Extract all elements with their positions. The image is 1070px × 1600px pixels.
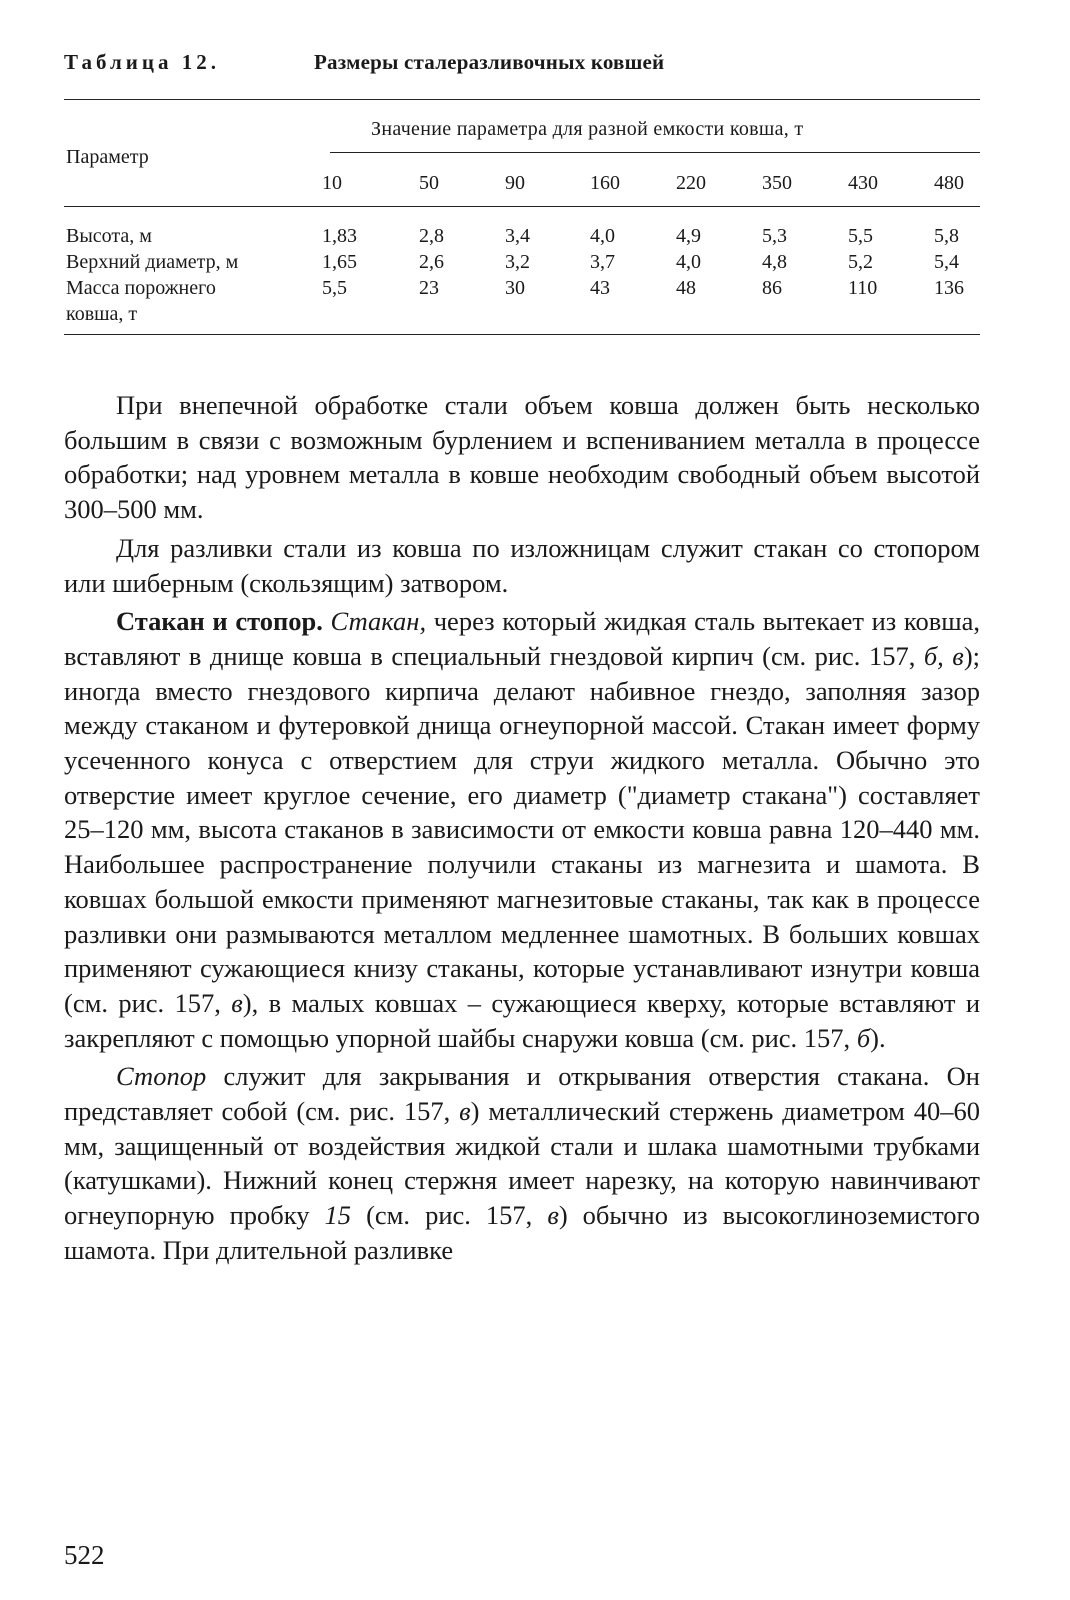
paragraph-text: Для разливки стали из ковша по изложницам служит стакан со стопором или шиберным (скользящим) затвором.: [64, 532, 980, 598]
table-cell: 4,0: [676, 251, 701, 273]
table-cell: 4,9: [676, 225, 701, 247]
table-top-rule: [64, 99, 980, 100]
paragraph-text: ).: [870, 1022, 886, 1053]
paragraph-text: ) металлический стержень диаметром 40–60 мм, защищенный от воздействия жидкой стали и шлака шамотными трубками (катушками). Нижний конец стержня имеет нарезку, на которую навинчивают огнеупорную пробку: [64, 1096, 980, 1231]
table-cell: 5,4: [934, 251, 959, 273]
paragraph-pouring: [64, 531, 980, 600]
row-label-continued: ковша, т: [66, 303, 138, 325]
figure-ref: 15: [324, 1200, 352, 1231]
table-cell: 1,83: [322, 225, 357, 247]
paragraph-text: через который жидкая сталь вытекает из ковша, вставляют в днище ковша в специальный гнездовой кирпич (см. рис. 157,: [64, 606, 980, 671]
table-caption: [64, 50, 665, 75]
figure-ref: в: [547, 1200, 559, 1231]
paragraph-text: (см. рис. 157,: [366, 1200, 533, 1231]
paragraph-text: ); иногда вместо гнездового кирпича делают набивное гнездо, заполняя зазор между стаканом и футеровкой днища огнеупорной массой. Стакан имеет форму усеченного конуса с отверстием для струи жидкого металла. Обычно это отверстие имеет круглое сечение, его диаметр ("диаметр стакана") составляет 25–120 мм, высота стаканов в зависимости от емкости ковша равна 120–440 мм. Наибольшее распространение получили стаканы из магнезита и шамота. В ковшах большой емкости применяют магнезитовые стаканы, так как в процессе разливки они размываются металлом медленнее шамотных. В больших ковшах применяют сужающиеся книзу стаканы, которые устанавливают изнутри ковша (см. рис. 157,: [64, 640, 980, 1018]
page-number: 522: [64, 1540, 105, 1570]
paragraph-text: ), в малых ковшах – сужающиеся кверху, которые вставляют и закрепляют с помощью упорной шайбы снаружи ковша (см. рис. 157,: [64, 987, 980, 1053]
body-text: [64, 388, 980, 1268]
table-cell: 30: [505, 277, 525, 299]
table-cell: 4,8: [762, 251, 787, 273]
table-cell: 2,8: [419, 225, 444, 247]
paragraph-text: служит для закрывания и открывания отверстия стакана. Он представляет собой (см. рис. 157,: [64, 1061, 980, 1127]
table-cell: 5,5: [848, 225, 873, 247]
row-label: Верхний диаметр, м: [66, 251, 239, 273]
table-cell: 3,7: [590, 251, 615, 273]
table-cell: 5,5: [322, 277, 347, 299]
table-caption-title: Размеры сталеразливочных ковшей: [314, 50, 665, 74]
table-caption-label: Таблица 12.: [64, 50, 220, 74]
row-label: Масса порожнего: [66, 277, 216, 299]
table-cell: 1,65: [322, 251, 357, 273]
table-cell: 3,4: [505, 225, 530, 247]
table-cell: 3,2: [505, 251, 530, 273]
table-header-rule: [64, 206, 980, 207]
table-bottom-rule: [64, 334, 980, 335]
paragraph-ladle-volume: [64, 388, 980, 527]
capacity-header: 220: [676, 172, 706, 194]
section-heading: Стакан и стопор.: [116, 606, 323, 637]
table-cell: 5,3: [762, 225, 787, 247]
paragraph-text: ) обычно из высокоглиноземистого шамота. При длительной разливке: [64, 1200, 981, 1265]
paragraph-stopper: [64, 1059, 980, 1267]
capacity-header: 160: [590, 172, 620, 194]
term: Стопор: [116, 1061, 207, 1092]
table-cell: 2,6: [419, 251, 444, 273]
table-cell: 5,2: [848, 251, 873, 273]
figure-ref: в: [459, 1096, 471, 1127]
table-param-header: Параметр: [66, 146, 149, 168]
table-cell: 86: [762, 277, 782, 299]
figure-ref: б: [856, 1022, 871, 1053]
table-cell: 5,8: [934, 225, 959, 247]
table-cell: 43: [590, 277, 610, 299]
figure-ref: б, в: [923, 640, 964, 671]
table-cell: 110: [848, 277, 878, 299]
capacity-header: 480: [934, 172, 964, 194]
capacity-header: 430: [848, 172, 878, 194]
table-cell: 23: [419, 277, 439, 299]
table-cell: 136: [934, 277, 964, 299]
table-cell: 4,0: [590, 225, 615, 247]
capacity-header: 50: [419, 172, 439, 194]
table-cell: 48: [676, 277, 696, 299]
table-group-rule: [330, 152, 980, 153]
capacity-header: 10: [322, 172, 342, 194]
capacity-header: 90: [505, 172, 525, 194]
paragraph-nozzle: [64, 604, 980, 1055]
figure-ref: в: [231, 987, 243, 1018]
table-group-header: Значение параметра для разной емкости ковша, т: [371, 118, 804, 140]
term: Стакан,: [330, 606, 427, 637]
capacity-header: 350: [762, 172, 792, 194]
row-label: Высота, м: [66, 225, 152, 247]
paragraph-text: При внепечной обработке стали объем ковша должен быть несколько большим в связи с возможным бурлением и вспениванием металла в процессе обработки; над уровнем металла в ковше необходим свободный объем высотой 300–500 мм.: [64, 390, 980, 525]
